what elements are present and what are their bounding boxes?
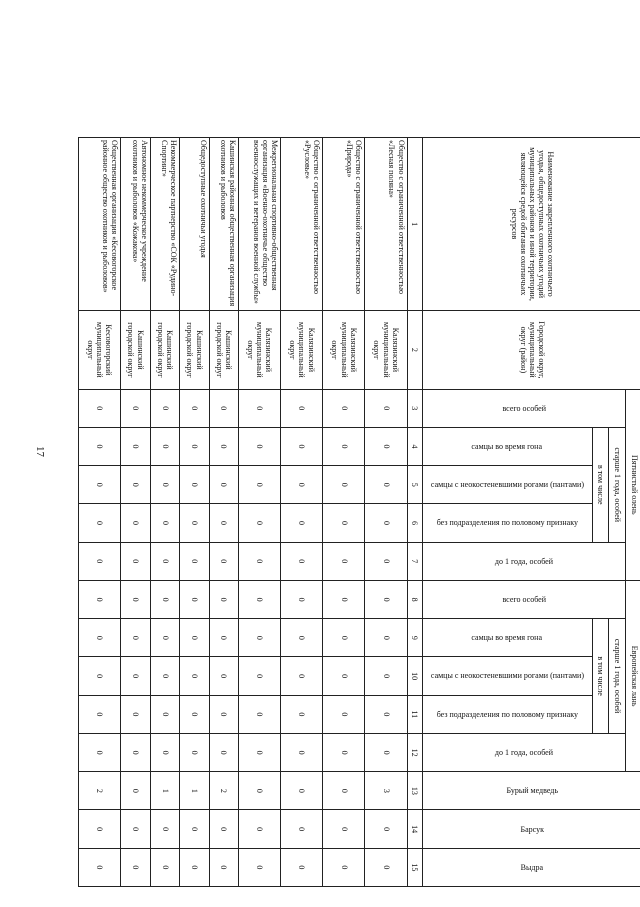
row-district: Кесовогорский муниципальный округ xyxy=(79,311,121,390)
header-badger: Барсук xyxy=(422,810,640,848)
cell-value: 0 xyxy=(121,848,150,886)
cell-value: 0 xyxy=(281,657,323,695)
cell-value: 0 xyxy=(365,733,407,771)
cell-value: 0 xyxy=(121,389,150,427)
column-number: 7 xyxy=(407,542,422,580)
column-number: 5 xyxy=(407,466,422,504)
cell-value: 2 xyxy=(209,772,238,810)
cell-value: 0 xyxy=(281,695,323,733)
column-number: 6 xyxy=(407,504,422,542)
cell-value: 0 xyxy=(365,810,407,848)
cell-value: 0 xyxy=(180,580,209,618)
rotated-table-container xyxy=(78,137,640,887)
cell-value: 0 xyxy=(209,466,238,504)
cell-value: 0 xyxy=(121,580,150,618)
header-older-2: старше 1 года, особей xyxy=(609,619,626,734)
cell-value: 0 xyxy=(150,733,179,771)
cell-value: 0 xyxy=(365,466,407,504)
cell-value: 1 xyxy=(180,772,209,810)
table-row xyxy=(121,138,150,887)
cell-value: 0 xyxy=(323,427,365,465)
cell-value: 0 xyxy=(79,580,121,618)
cell-value: 0 xyxy=(121,772,150,810)
table-row xyxy=(79,138,121,887)
cell-value: 0 xyxy=(150,542,179,580)
cell-value: 0 xyxy=(323,848,365,886)
column-number: 15 xyxy=(407,848,422,886)
cell-value: 0 xyxy=(150,389,179,427)
page-number: 17 xyxy=(34,446,46,457)
cell-value: 0 xyxy=(79,389,121,427)
cell-value: 0 xyxy=(239,389,281,427)
cell-value: 0 xyxy=(150,810,179,848)
header-including-2: в том числе xyxy=(592,619,609,734)
header-antlered-1: самцы с неокостеневшими рогами (пантами) xyxy=(422,466,592,504)
cell-value: 0 xyxy=(150,695,179,733)
cell-value: 0 xyxy=(323,466,365,504)
cell-value: 0 xyxy=(79,733,121,771)
cell-value: 0 xyxy=(239,542,281,580)
cell-value: 0 xyxy=(121,733,150,771)
cell-value: 0 xyxy=(365,580,407,618)
cell-value: 0 xyxy=(121,695,150,733)
column-number: 2 xyxy=(407,311,422,390)
cell-value: 0 xyxy=(365,695,407,733)
column-number: 3 xyxy=(407,389,422,427)
cell-value: 0 xyxy=(79,427,121,465)
row-district: Калязинский муниципальный округ xyxy=(239,311,281,390)
cell-value: 0 xyxy=(79,657,121,695)
cell-value: 0 xyxy=(121,542,150,580)
table-row xyxy=(239,138,281,887)
cell-value: 0 xyxy=(209,848,238,886)
column-number: 1 xyxy=(407,138,422,311)
cell-value: 0 xyxy=(79,695,121,733)
column-number: 9 xyxy=(407,619,422,657)
cell-value: 0 xyxy=(150,580,179,618)
cell-value: 0 xyxy=(281,619,323,657)
cell-value: 0 xyxy=(281,504,323,542)
cell-value: 0 xyxy=(79,810,121,848)
cell-value: 0 xyxy=(180,466,209,504)
cell-value: 0 xyxy=(365,542,407,580)
cell-value: 0 xyxy=(121,657,150,695)
row-name: Общество с ограниченной ответственностью «Лесная поляна» xyxy=(365,138,407,311)
row-district: Калязинский муниципальный округ xyxy=(281,311,323,390)
cell-value: 0 xyxy=(150,427,179,465)
cell-value: 0 xyxy=(323,772,365,810)
cell-value: 0 xyxy=(121,427,150,465)
header-brown-bear: Бурый медведь xyxy=(422,772,640,810)
cell-value: 0 xyxy=(79,504,121,542)
cell-value: 0 xyxy=(180,427,209,465)
header-antlered-2: самцы с неокостеневшими рогами (пантами) xyxy=(422,657,592,695)
cell-value: 0 xyxy=(180,848,209,886)
cell-value: 0 xyxy=(121,810,150,848)
cell-value: 2 xyxy=(79,772,121,810)
cell-value: 1 xyxy=(150,772,179,810)
cell-value: 0 xyxy=(209,619,238,657)
row-name: Некоммерческое партнерство «СОК «Рудино-Спортинг» xyxy=(150,138,179,311)
cell-value: 0 xyxy=(239,580,281,618)
header-european-doe: Европейская лань xyxy=(626,580,640,771)
table-row xyxy=(281,138,323,887)
cell-value: 0 xyxy=(209,389,238,427)
cell-value: 0 xyxy=(209,427,238,465)
row-district: Кашинский городской округ xyxy=(121,311,150,390)
row-district: Кашинский городской округ xyxy=(209,311,238,390)
cell-value: 0 xyxy=(150,848,179,886)
cell-value: 0 xyxy=(239,695,281,733)
cell-value: 0 xyxy=(365,504,407,542)
cell-value: 0 xyxy=(121,504,150,542)
cell-value: 0 xyxy=(150,466,179,504)
cell-value: 0 xyxy=(281,542,323,580)
cell-value: 0 xyxy=(323,810,365,848)
cell-value: 0 xyxy=(323,733,365,771)
table-row xyxy=(180,138,209,887)
column-number: 11 xyxy=(407,695,422,733)
header-under-2: до 1 года, особей xyxy=(422,733,626,771)
header-total-1: всего особей xyxy=(422,389,626,427)
cell-value: 0 xyxy=(365,389,407,427)
row-name: Межрегиональная спортивно-общественная организация «Военно-охотничье общество военнослужащих и ветеранов военной службы» xyxy=(239,138,281,311)
cell-value: 0 xyxy=(239,657,281,695)
cell-value: 0 xyxy=(281,466,323,504)
row-district: Кашинский городской округ xyxy=(150,311,179,390)
header-under-1: до 1 года, особей xyxy=(422,542,626,580)
row-name: Общедоступные охотничьи угодья xyxy=(180,138,209,311)
cell-value: 0 xyxy=(79,848,121,886)
header-nosex-2: без подразделения по половому признаку xyxy=(422,695,592,733)
cell-value: 0 xyxy=(209,657,238,695)
cell-value: 0 xyxy=(180,810,209,848)
cell-value: 0 xyxy=(281,733,323,771)
table-row xyxy=(323,138,365,887)
cell-value: 0 xyxy=(323,580,365,618)
cell-value: 0 xyxy=(281,848,323,886)
header-nosex-1: без подразделения по половому признаку xyxy=(422,504,592,542)
row-district: Калязинский муниципальный округ xyxy=(365,311,407,390)
cell-value: 0 xyxy=(209,810,238,848)
column-number: 10 xyxy=(407,657,422,695)
header-name: Наименование закрепленного охотничьего угодья, общедоступных охотничьих угодий муниципальных районов и иной территории, являющейся средой обитания охотничьих ресурсов xyxy=(422,138,640,311)
cell-value: 0 xyxy=(239,427,281,465)
cell-value: 0 xyxy=(239,466,281,504)
column-number: 8 xyxy=(407,580,422,618)
cell-value: 0 xyxy=(281,427,323,465)
cell-value: 0 xyxy=(209,542,238,580)
header-older-1: старше 1 года, особей xyxy=(609,427,626,542)
cell-value: 0 xyxy=(180,695,209,733)
row-name: Общественная организация «Кесовогорское районное общество охотников и рыболовов» xyxy=(79,138,121,311)
cell-value: 0 xyxy=(281,389,323,427)
cell-value: 0 xyxy=(121,619,150,657)
cell-value: 0 xyxy=(281,810,323,848)
row-district: Кашинский городской округ xyxy=(180,311,209,390)
column-number: 4 xyxy=(407,427,422,465)
cell-value: 0 xyxy=(209,695,238,733)
row-name: Автономное некоммерческое учреждение охотников и рыболовов «Кожакова» xyxy=(121,138,150,311)
cell-value: 0 xyxy=(239,772,281,810)
header-otter: Выдра xyxy=(422,848,640,886)
cell-value: 0 xyxy=(323,389,365,427)
cell-value: 0 xyxy=(365,427,407,465)
cell-value: 3 xyxy=(365,772,407,810)
cell-value: 0 xyxy=(79,542,121,580)
cell-value: 0 xyxy=(365,657,407,695)
row-district: Калязинский муниципальный округ xyxy=(323,311,365,390)
table-row xyxy=(365,138,407,887)
cell-value: 0 xyxy=(239,619,281,657)
cell-value: 0 xyxy=(180,504,209,542)
row-name: Общество с ограниченной ответственностью «Природа» xyxy=(323,138,365,311)
table-row xyxy=(209,138,238,887)
cell-value: 0 xyxy=(323,542,365,580)
cell-value: 0 xyxy=(323,619,365,657)
header-including-1: в том числе xyxy=(592,427,609,542)
cell-value: 0 xyxy=(209,504,238,542)
cell-value: 0 xyxy=(281,772,323,810)
column-number: 13 xyxy=(407,772,422,810)
cell-value: 0 xyxy=(239,848,281,886)
header-total-2: всего особей xyxy=(422,580,626,618)
table-row xyxy=(150,138,179,887)
cell-value: 0 xyxy=(209,580,238,618)
row-name: Кашинская районная общественная организация охотников и рыболовов xyxy=(209,138,238,311)
cell-value: 0 xyxy=(323,657,365,695)
cell-value: 0 xyxy=(239,810,281,848)
cell-value: 0 xyxy=(180,619,209,657)
cell-value: 0 xyxy=(323,695,365,733)
census-table xyxy=(78,137,640,887)
cell-value: 0 xyxy=(180,657,209,695)
cell-value: 0 xyxy=(150,504,179,542)
header-district: Городской округ, муниципальный округ (район) xyxy=(422,311,640,390)
cell-value: 0 xyxy=(180,542,209,580)
cell-value: 0 xyxy=(281,580,323,618)
cell-value: 0 xyxy=(150,619,179,657)
column-number-row xyxy=(407,138,422,887)
cell-value: 0 xyxy=(150,657,179,695)
cell-value: 0 xyxy=(121,466,150,504)
cell-value: 0 xyxy=(79,619,121,657)
row-name: Общество с ограниченной ответственностью «Русловье» xyxy=(281,138,323,311)
cell-value: 0 xyxy=(239,733,281,771)
cell-value: 0 xyxy=(365,848,407,886)
cell-value: 0 xyxy=(323,504,365,542)
cell-value: 0 xyxy=(180,733,209,771)
header-females-1: самцы во время гона xyxy=(422,427,592,465)
cell-value: 0 xyxy=(209,733,238,771)
cell-value: 0 xyxy=(79,466,121,504)
header-females-2: самцы во время гона xyxy=(422,619,592,657)
cell-value: 0 xyxy=(180,389,209,427)
cell-value: 0 xyxy=(239,504,281,542)
column-number: 12 xyxy=(407,733,422,771)
cell-value: 0 xyxy=(365,619,407,657)
column-number: 14 xyxy=(407,810,422,848)
header-noble-deer: Пятнистый олень xyxy=(626,389,640,580)
